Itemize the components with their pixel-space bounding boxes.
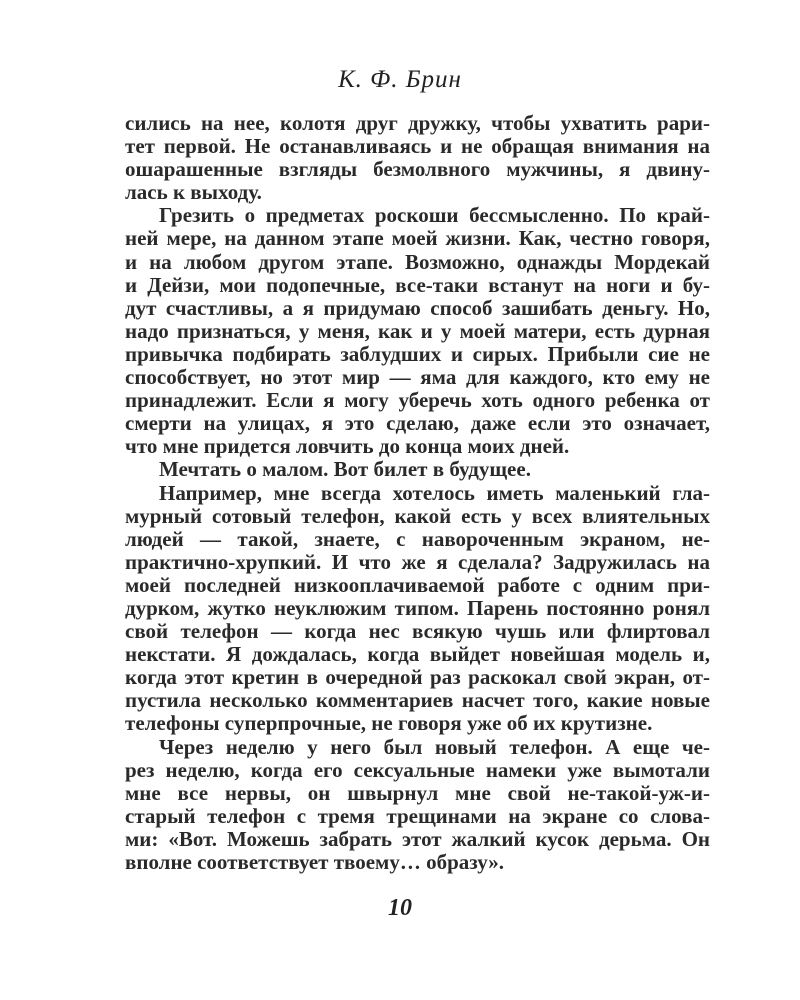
running-header-title: К. Ф. Брин — [338, 66, 462, 93]
text-line: дурком, жутко неуклюжим типом. Парень постоянно ронял — [125, 595, 710, 620]
text-line: принадлежит. Если я могу уберечь хоть одного ребенка от — [125, 388, 710, 413]
text-line: свой телефон — когда нес всякую чушь или флиртовал — [125, 619, 710, 644]
text-line: смерти на улицах, я это сделаю, даже если это означает, — [125, 411, 710, 436]
text-line: телефоны суперпрочные, не говоря уже об их крутизне. — [125, 711, 653, 736]
text-line: и Дейзи, мои подопечные, все-таки встанут на ноги и бу- — [125, 272, 710, 297]
text-line: Через неделю у него был новый телефон. А еще че- — [159, 734, 710, 759]
text-line: способствует, но этот мир — яма для каждого, кто ему не — [125, 365, 710, 390]
text-line: мурный сотовый телефон, какой есть у всех влиятельных — [125, 503, 710, 528]
text-line: вполне соответствует твоему… образу». — [125, 850, 505, 874]
text-line: ми: «Вот. Можешь забрать этот жалкий кусок дерьма. Он — [125, 826, 710, 851]
text-line: ней мере, на данном этапе моей жизни. Как, честно говоря, — [125, 226, 710, 251]
body-text — [125, 112, 710, 874]
text-line: Мечтать о малом. Вот билет в будущее. — [159, 457, 531, 482]
text-line: практично-хрупкий. И что же я сделала? Задружилась на — [125, 549, 710, 574]
text-line: рез неделю, когда его сексуальные намеки уже вымотали — [125, 757, 710, 782]
text-line: ошарашенные взгляды безмолвного мужчины, я двину- — [125, 157, 710, 182]
text-line: и на любом другом этапе. Возможно, однажды Мордекай — [125, 249, 710, 274]
text-line: людей — такой, знаете, с навороченным экраном, не- — [125, 526, 710, 551]
text-line: старый телефон с тремя трещинами на экране со слова- — [125, 803, 710, 828]
text-line: моей последней низкооплачиваемой работе с одним при- — [125, 572, 710, 597]
text-line: что мне придется ловчить до конца моих дней. — [125, 434, 570, 459]
text-line: сились на нее, колотя друг дружку, чтобы ухватить рари- — [125, 111, 710, 135]
text-line: тет первой. Не останавливаясь и не обращая внимания на — [125, 134, 710, 159]
text-line: мне все нервы, он швырнул мне свой не-такой-уж-и- — [125, 780, 710, 805]
text-line: надо признаться, у меня, как и у моей матери, есть дурная — [125, 318, 710, 343]
text-line: пустила несколько комментариев насчет того, какие новые — [125, 688, 710, 713]
text-line: привычка подбирать заблудших и сирых. Прибыли сие не — [125, 341, 710, 366]
text-line: дут счастливы, а я придумаю способ зашибать деньгу. Но, — [125, 295, 710, 320]
text-line: когда этот кретин в очередной раз раскокал свой экран, от- — [125, 665, 710, 690]
text-line: Грезить о предметах роскоши бессмысленно. По край- — [159, 203, 710, 228]
text-line: лась к выходу. — [125, 180, 262, 205]
text-line: Например, мне всегда хотелось иметь маленький гла- — [159, 480, 710, 505]
text-line: некстати. Я дождалась, когда выйдет новейшая модель и, — [125, 642, 710, 667]
page-number: 10 — [388, 895, 412, 921]
